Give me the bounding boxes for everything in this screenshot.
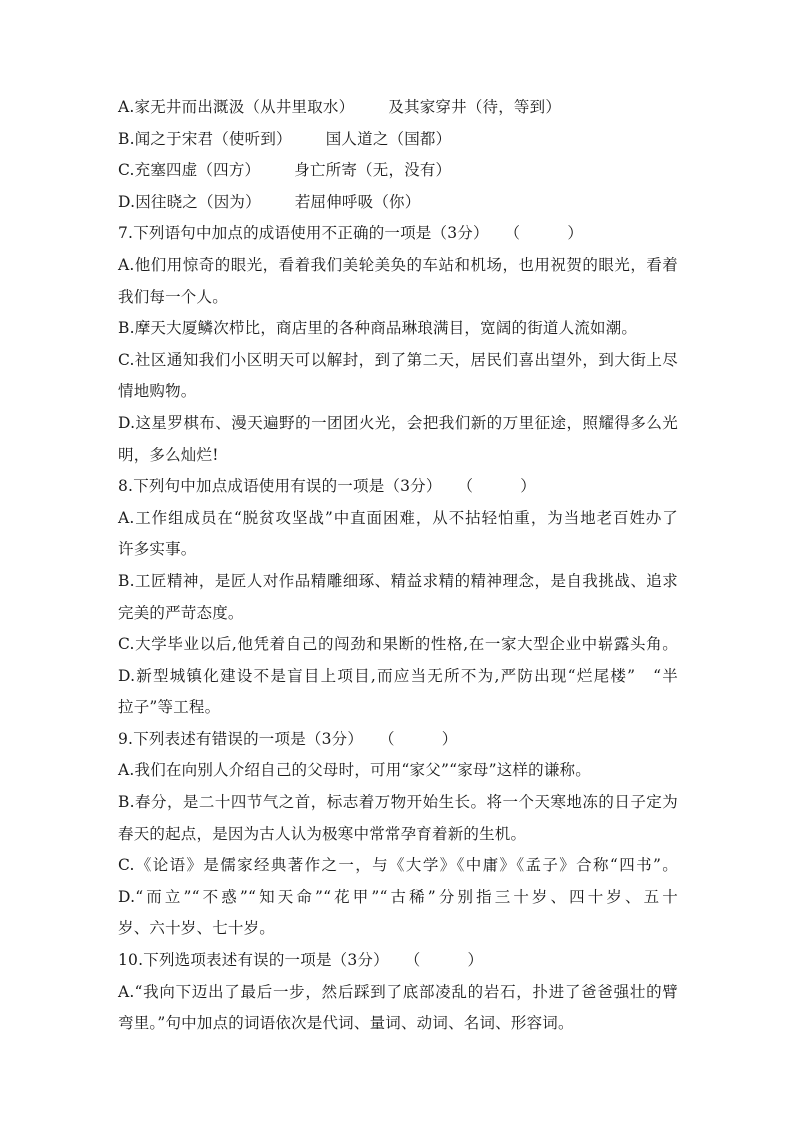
text-line: C.大学毕业以后,他凭着自己的闯劲和果断的性格,在一家大型企业中崭露头角。 bbox=[118, 635, 678, 654]
text-line: C.《论语》是儒家经典著作之一，与《大学》《中庸》《孟子》合称“四书”。 bbox=[118, 856, 678, 875]
text-line: 7.下列语句中加点的成语使用不正确的一项是（3分） （ ） bbox=[118, 224, 584, 243]
text-line: 明，多么灿烂! bbox=[118, 445, 219, 464]
text-line: D.“而立”“不惑”“知天命”“花甲”“古稀”分别指三十岁、四十岁、五十 bbox=[118, 887, 678, 906]
text-line: 我们每一个人。 bbox=[118, 287, 228, 306]
text-line: 弯里。”句中加点的词语依次是代词、量词、动词、名词、形容词。 bbox=[118, 1014, 574, 1033]
text-line: D.新型城镇化建设不是盲目上项目,而应当无所不为,严防出现“烂尾楼” “半 bbox=[118, 666, 678, 685]
text-line: 8.下列句中加点成语使用有误的一项是（3分） （ ） bbox=[118, 477, 536, 496]
text-line: 许多实事。 bbox=[118, 540, 197, 559]
option-d-line: D.因往晓之（因为） 若屈伸呼吸（你） bbox=[118, 192, 421, 211]
text-line: 情地购物。 bbox=[118, 382, 197, 401]
text-line: C.社区通知我们小区明天可以解封，到了第二天，居民们喜出望外，到大街上尽 bbox=[118, 350, 678, 369]
text-line: 岁、六十岁、七十岁。 bbox=[118, 919, 276, 938]
text-line: A.工作组成员在“脱贫攻坚战”中直面困难，从不拈轻怕重，为当地老百姓办了 bbox=[118, 508, 678, 527]
text-line: 9.下列表述有错误的一项是（3分） （ ） bbox=[118, 729, 458, 748]
text-line: A.“我向下迈出了最后一步，然后踩到了底部凌乱的岩石，扑进了爸爸强壮的臂 bbox=[118, 982, 678, 1001]
text-line: B.摩天大厦鳞次栉比，商店里的各种商品琳琅满目，宽阔的街道人流如潮。 bbox=[118, 319, 638, 338]
option-c-line: C.充塞四虚（四方） 身亡所寄（无，没有） bbox=[118, 161, 452, 180]
text-line: D.这星罗棋布、漫天遍野的一团团火光，会把我们新的万里征途，照耀得多么光 bbox=[118, 413, 678, 432]
text-line: B.工匠精神，是匠人对作品精雕细琢、精益求精的精神理念，是自我挑战、追求 bbox=[118, 571, 678, 590]
text-line: 完美的严苛态度。 bbox=[118, 603, 244, 622]
text-line: A.他们用惊奇的眼光，看着我们美轮美奂的车站和机场，也用祝贺的眼光，看着 bbox=[118, 255, 678, 274]
option-a-line: A.家无井而出溉汲（从井里取水） 及其家穿井（待，等到） bbox=[118, 98, 562, 116]
question-body bbox=[118, 218, 678, 1039]
text-line: 拉子”等工程。 bbox=[118, 698, 221, 717]
text-line: B.春分，是二十四节气之首，标志着万物开始生长。将一个天寒地冻的日子定为 bbox=[118, 793, 678, 812]
text-line: 10.下列选项表述有误的一项是（3分） （ ） bbox=[118, 951, 484, 970]
text-line: A.我们在向别人介绍自己的父母时，可用“家父”“家母”这样的谦称。 bbox=[118, 761, 591, 780]
document-page bbox=[118, 92, 678, 1040]
option-b-line: B.闻之于宋君（使听到） 国人道之（国都） bbox=[118, 129, 452, 148]
text-line: 春天的起点，是因为古人认为极寒中常常孕育着新的生机。 bbox=[118, 824, 527, 843]
